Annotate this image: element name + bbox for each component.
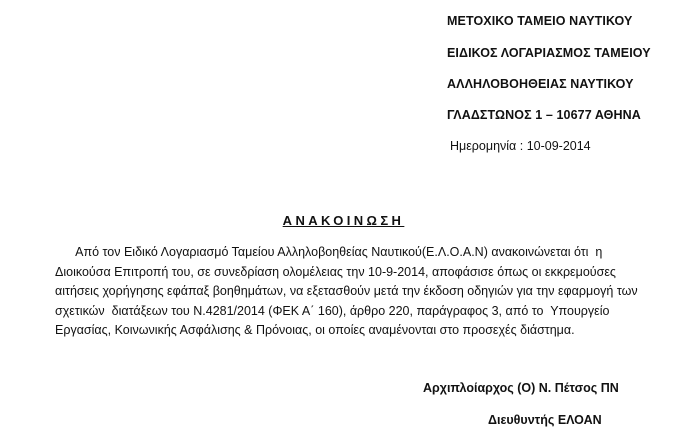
announcement-body-line: Διοικούσα Επιτροπή του, σε συνεδρίαση ολομέλειας την 10-9-2014, αποφάσισε όπως οι εκκρεμούσες [55, 264, 616, 279]
announcement-title: ΑΝΑΚΟΙΝΩΣΗ [282, 213, 405, 228]
announcement-body-line: Εργασίας, Κοινωνικής Ασφάλισης & Πρόνοιας, οι οποίες αναμένονται στο προσεχές διάστημα. [55, 323, 575, 338]
document-date: Ημερομηνία : 10-09-2014 [450, 139, 591, 153]
header-fund-line: ΑΛΛΗΛΟΒΟΗΘΕΙΑΣ ΝΑΥΤΙΚΟΥ [447, 77, 634, 91]
signature-role: Διευθυντής ΕΛΟΑΝ [488, 413, 602, 427]
announcement-body-line: αιτήσεις χορήγησης εφάπαξ βοηθημάτων, να εξετασθούν μετά την έκδοση οδηγιών για την εφαρμογή των [55, 284, 638, 299]
signature-name: Αρχιπλοίαρχος (Ο) Ν. Πέτσος ΠΝ [423, 381, 619, 395]
header-account-line: ΕΙΔΙΚΟΣ ΛΟΓΑΡΙΑΣΜΟΣ ΤΑΜΕΙΟΥ [447, 46, 651, 60]
header-address-line: ΓΛΑΔΣΤΩΝΟΣ 1 – 10677 ΑΘΗΝΑ [447, 108, 641, 122]
announcement-body [55, 243, 638, 341]
announcement-body-line: Από τον Ειδικό Λογαριασμό Ταμείου Αλληλοβοηθείας Ναυτικού(Ε.Λ.Ο.Α.Ν) ανακοινώνεται ότι η [55, 245, 603, 259]
header-organization-line: ΜΕΤΟΧΙΚΟ ΤΑΜΕΙΟ ΝΑΥΤΙΚΟΥ [447, 14, 633, 28]
announcement-body-line: σχετικών διατάξεων του Ν.4281/2014 (ΦΕΚ Α΄ 160), άρθρο 220, παράγραφος 3, από το Υπουργείο [55, 303, 610, 318]
